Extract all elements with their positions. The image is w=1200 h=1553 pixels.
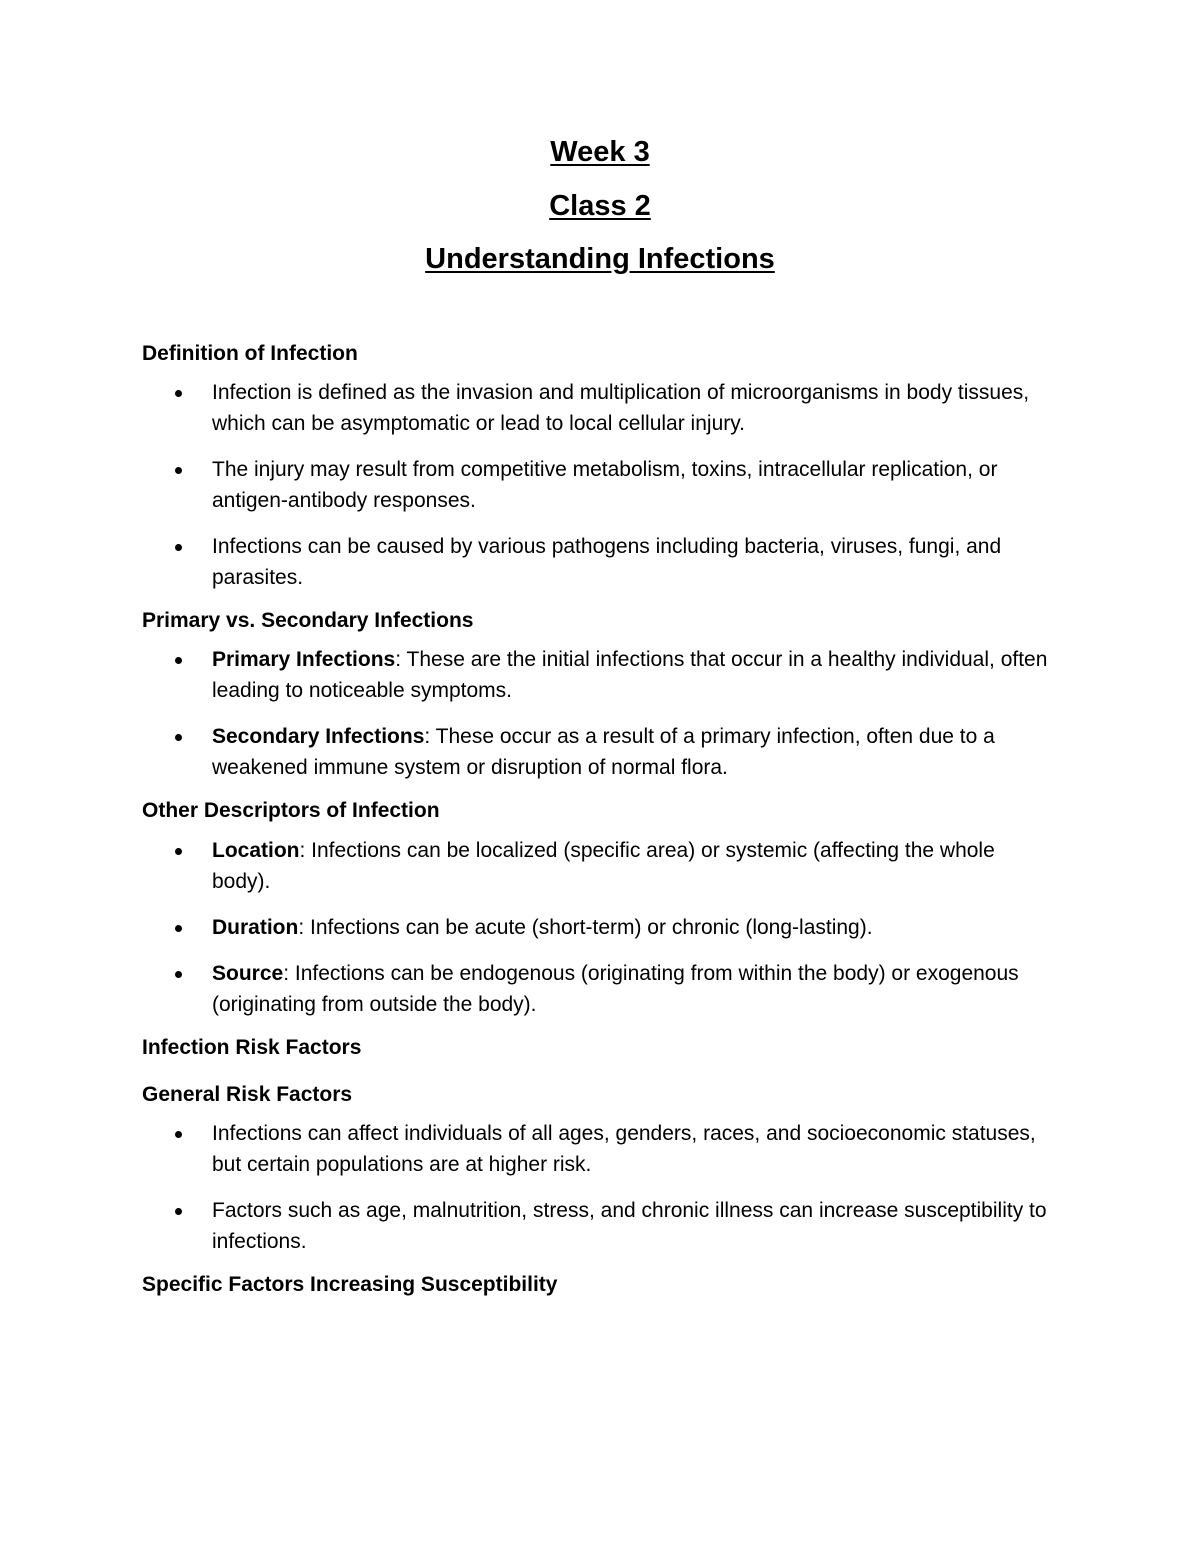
list-item (142, 454, 1058, 516)
list-item (142, 377, 1058, 439)
item-text: : Infections can be endogenous (originating from within the body) or exogenous (originating from outside the body). (212, 961, 1019, 1016)
item-text: : These occur as a result of a primary infection, often due to a weakened immune system or disruption of normal flora. (212, 725, 995, 780)
section-primary-secondary (142, 608, 1058, 783)
section-heading: Specific Factors Increasing Susceptibility (142, 1272, 558, 1296)
bullet-icon (175, 734, 182, 741)
bullet-icon (175, 390, 182, 397)
section-heading: Infection Risk Factors (142, 1035, 362, 1059)
list-item (142, 1118, 1058, 1180)
list-item (142, 835, 1058, 897)
item-text: Infections can affect individuals of all ages, genders, races, and socioeconomic statuses, but certain populations are at higher risk. (212, 1121, 1036, 1176)
item-text: : These are the initial infections that occur in a healthy individual, often leading to noticeable symptoms. (212, 648, 1048, 703)
list-item (142, 721, 1058, 783)
section-heading: Primary vs. Secondary Infections (142, 609, 474, 633)
item-term: Primary Infections (212, 648, 396, 672)
section-other-descriptors (142, 798, 1058, 1019)
item-text: : Infections can be localized (specific area) or systemic (affecting the whole body). (212, 838, 995, 893)
bullet-icon (175, 544, 182, 551)
list-item (142, 958, 1058, 1020)
list-item (142, 644, 1058, 706)
bullet-icon (175, 971, 182, 978)
bullet-icon (175, 467, 182, 474)
bullet-icon (175, 925, 182, 932)
section-risk-factors (142, 1035, 1058, 1257)
item-text: : Infections can be acute (short-term) or chronic (long-lasting). (298, 915, 873, 939)
title-week: Week 3 (550, 136, 650, 168)
item-text: Infections can be caused by various pathogens including bacteria, viruses, fungi, and parasites. (212, 535, 1002, 590)
bullet-icon (175, 657, 182, 664)
subsection-heading: General Risk Factors (142, 1082, 353, 1106)
section-heading: Definition of Infection (142, 342, 358, 365)
list-item (142, 531, 1058, 593)
bullet-icon (175, 1208, 182, 1215)
list-item (142, 1195, 1058, 1257)
section-definition (142, 341, 1058, 593)
bullet-icon (175, 1131, 182, 1138)
bullet-list (142, 644, 1058, 783)
bullet-list (142, 377, 1058, 593)
item-text: Infection is defined as the invasion and multiplication of microorganisms in body tissues, which can be asymptomatic or lead to local cellular injury. (212, 381, 1030, 436)
section-heading: Other Descriptors of Infection (142, 799, 440, 823)
section-specific-factors (142, 1272, 1058, 1297)
item-term: Location (212, 838, 300, 862)
bullet-list (142, 1118, 1058, 1257)
list-item (142, 912, 1058, 943)
item-text: The injury may result from competitive metabolism, toxins, intracellular replication, or antigen-antibody responses. (212, 458, 998, 513)
title-topic: Understanding Infections (425, 243, 775, 275)
title-class: Class 2 (549, 190, 651, 222)
bullet-list (142, 835, 1058, 1020)
item-term: Duration (212, 915, 299, 939)
item-text: Factors such as age, malnutrition, stress, and chronic illness can increase susceptibility to infections. (212, 1198, 1047, 1253)
item-term: Secondary Infections (212, 725, 425, 749)
item-term: Source (212, 961, 284, 985)
bullet-icon (175, 848, 182, 855)
